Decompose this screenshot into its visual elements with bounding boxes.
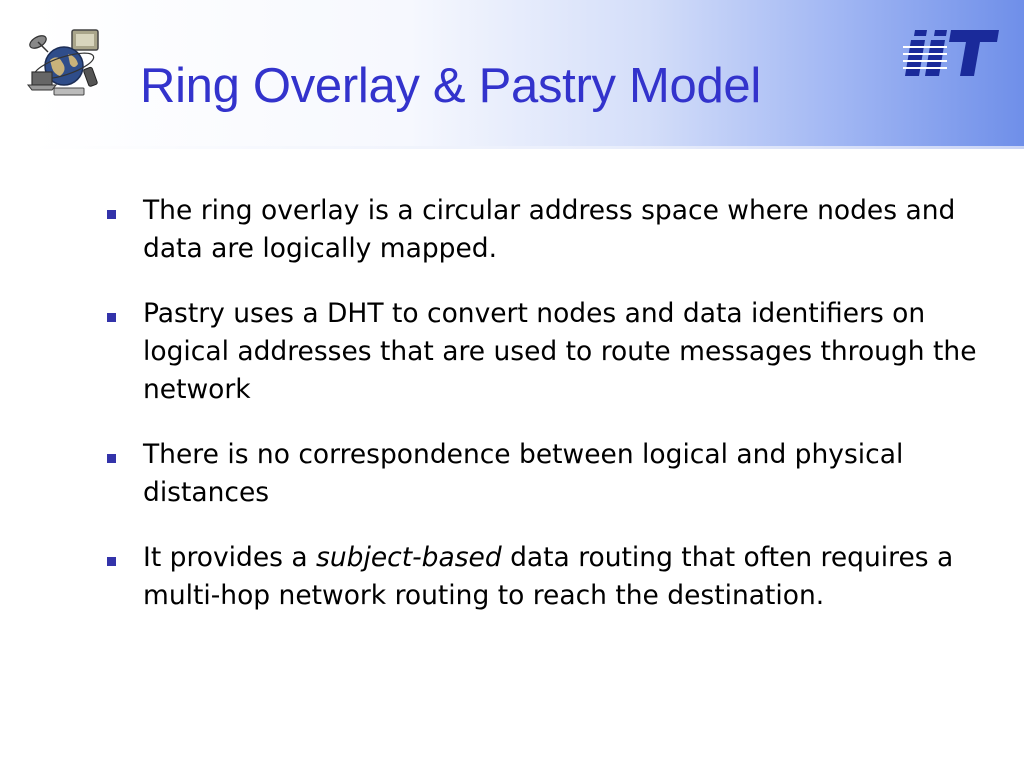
bullet-text-emphasis: subject-based — [316, 542, 502, 573]
bullet-square-icon — [107, 210, 116, 219]
iit-logo — [903, 26, 1001, 82]
bullet-square-icon — [107, 454, 116, 463]
bullet-square-icon — [107, 557, 116, 566]
bullet-text: Pastry uses a DHT to convert nodes and data identifiers on logical addresses that are used to route messages through the network — [143, 298, 977, 405]
slide-title: Ring Overlay & Pastry Model — [140, 59, 761, 113]
bullet-item-pastry-dht — [104, 295, 1004, 409]
bullet-item-subject-based-routing — [104, 539, 1004, 615]
bullet-item-ring-overlay — [104, 192, 1004, 268]
bullet-text: The ring overlay is a circular address space where nodes and data are logically mapped. — [143, 195, 956, 264]
bullet-square-icon — [107, 313, 116, 322]
bullet-list — [104, 192, 1004, 642]
bullet-text: There is no correspondence between logical and physical distances — [143, 439, 904, 508]
bullet-text-before: It provides a — [143, 542, 317, 573]
bullet-item-no-correspondence — [104, 436, 1004, 512]
computer-globe-icon — [24, 24, 104, 98]
bullet-text — [143, 539, 1004, 615]
bullet-text-after: data routing that often requires a multi-hop network routing to reach the destination. — [143, 542, 954, 611]
header-divider — [32, 146, 1024, 149]
